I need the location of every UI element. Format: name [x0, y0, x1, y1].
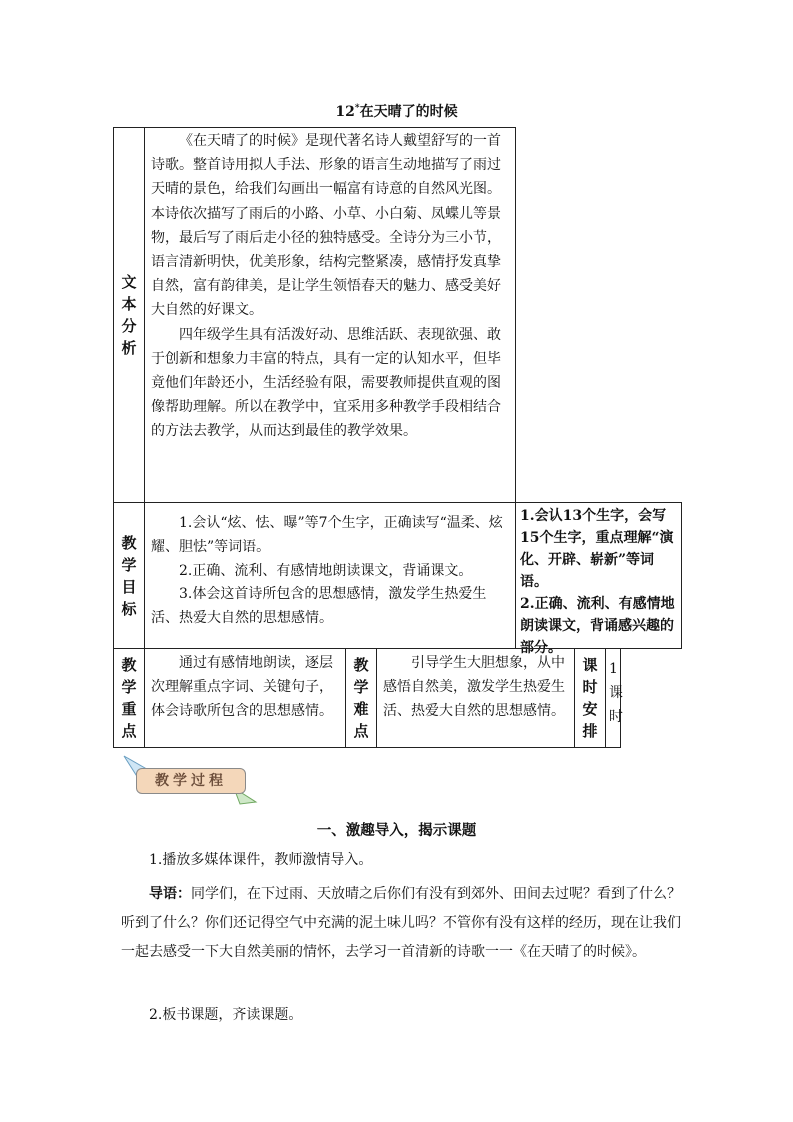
schedule-char: 1 — [609, 661, 618, 677]
goals-text — [144, 502, 516, 649]
step-2: 2.板书课题，齐读课题。 — [149, 1007, 303, 1023]
label-char: 重 — [121, 700, 137, 718]
side-goal-item: 1.会认13个生字，会写15个生字，重点理解“演化、开辟、崭新”等词语。 — [520, 508, 674, 590]
focus-label — [113, 648, 145, 748]
analysis-label — [113, 127, 145, 503]
step-intro — [121, 880, 681, 966]
focus-paragraph: 通过有感情地朗读，逐层次理解重点字词、关键句子，体会诗歌所包含的思想感情。 — [151, 655, 333, 720]
label-char: 安 — [582, 700, 598, 718]
goal-item: 3.体会这首诗所包含的思想感情，激发学生热爱生活、热爱大自然的思想感情。 — [151, 586, 487, 627]
label-char: 教 — [121, 533, 137, 552]
label-char: 标 — [121, 599, 137, 618]
intro-lead: 导语： — [149, 886, 191, 902]
label-char: 分 — [121, 317, 137, 335]
schedule-char: 时 — [609, 709, 623, 725]
analysis-paragraph: 《在天晴了的时候》是现代著名诗人戴望舒写的一首诗歌。整首诗用拟人手法、形象的语言生动地描写了雨过天晴的景色，给我们勾画出一幅富有诗意的自然风光图。本诗依次描写了雨后的小路、小草、小白菊、凤蝶儿等景物，最后写了雨后走小径的独特感受。全诗分为三小节，语言清新明快，优美形象，结构完整紧凑，感情抒发真挚自然，富有韵律美，是让学生领悟春天的魅力、感受美好大自然的好课文。 — [151, 133, 501, 319]
label-char: 教 — [353, 656, 369, 674]
label-char: 析 — [121, 339, 137, 357]
label-char: 目 — [121, 577, 137, 596]
label-char: 文 — [121, 273, 137, 291]
step-1: 1.播放多媒体课件，教师激情导入。 — [149, 852, 373, 868]
goals-side-text — [515, 502, 682, 656]
label-char: 点 — [121, 722, 137, 740]
label-char: 学 — [121, 555, 137, 574]
goals-label — [113, 502, 145, 649]
label-char: 点 — [353, 722, 369, 740]
focus-text — [144, 648, 346, 748]
label-char: 时 — [582, 678, 598, 696]
analysis-text — [144, 127, 516, 503]
label-char: 本 — [121, 295, 137, 313]
schedule-label — [574, 648, 606, 748]
label-char: 排 — [582, 722, 598, 740]
lesson-mark: * — [354, 103, 360, 114]
label-char: 学 — [353, 678, 369, 696]
label-char: 教 — [121, 656, 137, 674]
page-title — [0, 101, 793, 121]
difficulty-label — [345, 648, 377, 748]
section-heading: 一、激趣导入，揭示课题 — [316, 822, 477, 839]
intro-text: 同学们，在下过雨、天放晴之后你们有没有到郊外、田间去过呢？看到了什么？听到了什么？你们还记得空气中充满的泥土味儿吗？不管你有没有这样的经历，现在让我们一起去感受一下大自然美丽的情怀，去学习一首清新的诗歌一一《在天晴了的时候》。 — [121, 886, 681, 960]
difficulty-paragraph: 引导学生大胆想象，从中感悟自然美，激发学生热爱生活、热爱大自然的思想感情。 — [383, 655, 565, 720]
goal-item: 2.正确、流利、有感情地朗读课文，背诵课文。 — [179, 562, 473, 579]
lesson-title: 在天晴了的时候 — [359, 104, 458, 120]
lesson-number: 12 — [335, 104, 355, 120]
teaching-process-badge — [122, 754, 257, 806]
schedule-char: 课 — [609, 685, 623, 701]
difficulty-text — [376, 648, 575, 748]
schedule-value — [605, 648, 621, 748]
side-goal-item: 2.正确、流利、有感情地朗读课文，背诵感兴趣的部分。 — [520, 596, 675, 656]
label-char: 课 — [582, 656, 598, 674]
label-char: 学 — [121, 678, 137, 696]
label-char: 难 — [353, 700, 369, 718]
goal-item: 1.会认“炫、怯、曝”等7个生字，正确读写“温柔、炫耀、胆怯”等词语。 — [151, 515, 503, 555]
analysis-paragraph: 四年级学生具有活泼好动、思维活跃、表现欲强、敢于创新和想象力丰富的特点，具有一定的认知水平，但毕竟他们年龄还小，生活经验有限，需要教师提供直观的图像帮助理解。所以在教学中，宜采用多种教学手段相结合的方法去教学，从而达到最佳的教学效果。 — [151, 326, 501, 440]
badge-label: 教学过程 — [136, 768, 246, 794]
